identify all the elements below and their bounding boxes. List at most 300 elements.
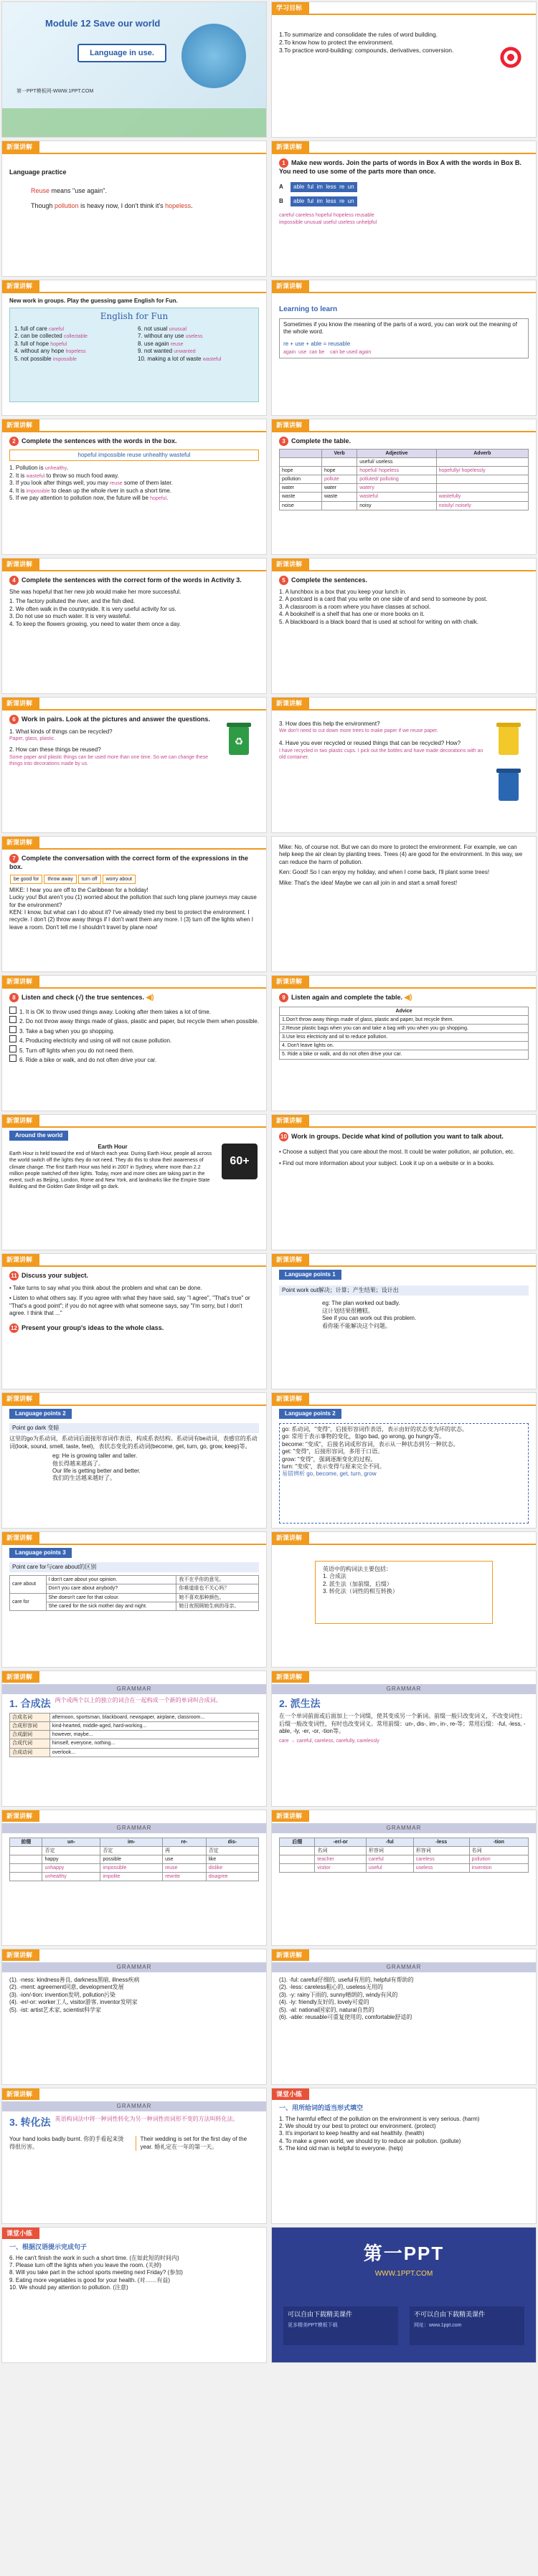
new-lesson-tag: 新课讲解 [272,1393,309,1405]
make-words-answers [279,212,529,225]
checkbox[interactable] [9,1045,16,1052]
tag-bar [272,153,536,154]
compound-head [9,1697,259,1710]
answer-word: reusable [354,213,374,219]
table-row: 合成动词 overlook... [10,1748,259,1757]
fun-item: 5. not possible impossible [14,355,77,362]
env-question: 4. Have you ever recycled or reused things that can be recycled? How? [279,740,461,747]
listen2-heading-text: Listen again and complete the table. [291,994,403,1001]
module-title: Module 12 Save our world [45,18,161,29]
fun-right-column [138,325,254,363]
new-lesson-tag: 新课讲解 [272,141,309,153]
suffix-note: (5). -ist: artist艺术家, scientist科学家 [9,2006,102,2013]
wg-heading [279,1132,529,1141]
fun-item: 8. use again reuse [138,340,184,347]
new-lesson-tag: 新课讲解 [272,1115,309,1126]
tag-bar [272,14,536,15]
answer-word: hopeless [333,213,354,219]
fun-item: 3. full of hope hopeful [14,340,67,347]
compound-desc: 两个或两个以上的独立的词合在一起构成一个新的单词叫合成词。 [55,1697,222,1703]
new-lesson-tag: 新课讲解 [2,837,39,848]
box-b-label: B [279,198,283,205]
lp2b-item: become: "变成"，后接名词或形容词，表示从一种状态到另一种状态。 [282,1440,459,1448]
answer-word: careless [295,213,315,219]
word-part: un [347,183,354,190]
discuss-heading [9,1271,259,1280]
cs2-item: 1. A lunchbox is a box that you keep your lunch in. [279,589,407,595]
exercise-item: 1. The harmful effect of the pollution on the environment is very serious. (harm) [279,2115,480,2122]
pic-question: 1. What kinds of things can be recycled? [9,728,113,735]
conv-line: Lucky you! But aren't you (1) worried about the pollution that such long plane journeys may cause for the environment? [9,894,257,908]
a4-item: 3. Do not use so much water. It is very wasteful. [9,613,131,620]
new-lesson-tag: 新课讲解 [2,1810,39,1822]
advice-table [279,1007,529,1060]
lp-word-reuse: Reuse [31,186,50,194]
activity4-slide [1,558,267,694]
step-number: 2 [9,437,19,446]
prefix-table-slide [1,1810,267,1946]
env-answer: I have recycled in two plastic cups. I pick out the bottles and have made decorations with an old container. [279,748,483,760]
exercise-item: 8. Will you take part in the school sports meeting next Friday? (参加) [9,2269,183,2276]
lp3-point: Point care for与care about的区别 [9,1562,259,1572]
table-row: She cared for the sick mother day and night. 她日夜照顾她生病的母亲。 [10,1602,259,1610]
listen-check-slide [1,975,267,1111]
suffix-notes-right-slide [271,1949,537,2085]
fun-item: 10. making a lot of waste wasteful [138,355,222,362]
word-part: able [293,198,305,205]
table-row: 5. Ride a bike or walk, and do not often drive your car. [280,1050,529,1059]
step-number: 8 [9,993,19,1002]
lp-line1 [31,187,259,196]
new-lesson-tag: 新课讲解 [2,1949,39,1961]
table-row: Don't you care about anybody? 你难道谁也不关心吗？ [10,1584,259,1593]
fun-columns [14,325,254,363]
fun-item: 6. not usual unusual [138,325,187,332]
fun-item: 7. without any use useless [138,333,203,340]
listen1-item: 2. Do not throw away things made of glass, plastic and paper, but recycle them when possible. [9,1016,259,1025]
grammar-bar: GRAMMAR [2,1962,266,1972]
objective-item: 3.To practice word-building: compounds, derivatives, conversion. [279,47,454,54]
wg-bullet: • Choose a subject that you care about the most. It could be water pollution, air pollution, etc. [279,1149,515,1155]
conversation2-slide [271,836,537,972]
tag-bar [2,1126,266,1128]
tag-bar [2,570,266,571]
table-row: noise noisy noisily/ noisely [280,501,529,510]
derivation-slide [271,1670,537,1807]
new-lesson-tag: 新课讲解 [272,1532,309,1544]
title-slide [1,1,267,138]
new-lesson-tag: 新课讲解 [2,1393,39,1405]
make-words-text: Make new words. Join the parts of words in Box A with the words in Box B. You need to use some of the parts more than once. [279,159,522,175]
conversion-desc: 英语构词法中将一种词性转化为另一种词性而词形不变的方法叫转化法。 [55,2116,239,2122]
checkbox[interactable] [9,1016,16,1023]
step-number: 4 [9,576,19,585]
lp1-example: See if you can work out this problem. [322,1315,417,1322]
step-number: 3 [279,437,288,446]
table-row: water water watery [280,484,529,493]
tag-bar [272,292,536,293]
step-number: 6 [9,715,19,724]
tag-bar [2,1405,266,1406]
exercise2-title: 一、根据汉语提示完成句子 [9,2243,88,2251]
earth-hour-60-logo: 60+ [222,1144,258,1179]
wf-item: 3. 转化法（词性的相互转换） [323,1588,398,1595]
word-part: ful [307,198,314,205]
listen2-heading [279,993,529,1002]
wg-bullet: • Find out more information about your subject. Look it up on a website or in a books. [279,1160,495,1167]
listen1-item: 5. Turn off lights when you do not need them. [9,1045,259,1055]
cs-word-box: hopeful impossible reuse unhealthy wasteful [9,450,259,461]
speaker-icon[interactable]: ◀) [404,994,412,1002]
lp1-example: 看你能不能解决这个问题。 [322,1322,391,1329]
pic-answer: Some paper and plastic things can be used more than one time. So we can change these things into decorations made by us. [9,754,209,766]
tag-bar [272,709,536,710]
tag-bar [2,848,266,850]
tag-bar [272,1405,536,1406]
listen-table-slide [271,975,537,1111]
lp2b-box [279,1423,529,1524]
pic-answer: Paper, glass, plastic. [9,736,56,742]
lp1-title: Language points 1 [279,1270,341,1280]
listen1-item: 3. Take a bag when you go shopping. [9,1026,259,1035]
answer-word: useful [323,219,337,225]
word-part: less [326,183,336,190]
checkbox[interactable] [9,1026,16,1033]
lp3-title: Language points 3 [9,1548,72,1558]
checkbox[interactable] [9,1055,16,1062]
grammar-bar: GRAMMAR [272,1684,536,1694]
present-heading-text: Present your group's ideas to the whole class. [22,1323,164,1331]
suffix-note: (1). -ness: kindness善良, darkness黑暗, illness疾病 [9,1977,140,1983]
exercise-item: 2. We should try our best to protect our environment. (protect) [279,2123,436,2130]
discuss-slide [1,1253,267,1389]
a4-item: 4. To keep the flowers growing, you need to water them once a day. [9,620,181,627]
conv-heading [9,854,259,872]
ad-right-sub: 网址：www.1ppt.com [414,2322,462,2328]
fun-item: 1. full of care careful [14,325,65,332]
table-row: happy possible use like [10,1855,259,1864]
word-part: un [347,198,354,205]
conversion-example: Their wedding is set for the first day of the year. 婚礼定在一年的第一天。 [136,2136,260,2151]
word-part: re [339,198,345,205]
practice-tag: 课堂小练 [2,2228,39,2239]
new-lesson-tag: 新课讲解 [272,280,309,292]
fun-left-column [14,325,131,363]
grammar-bar: GRAMMAR [272,1823,536,1833]
new-lesson-tag: 新课讲解 [272,1810,309,1822]
new-lesson-tag: 新课讲解 [272,1254,309,1265]
cs2-item: 4. A bookshelf is a shelf that has one or more books on it. [279,611,425,618]
tag-bar [272,987,536,989]
suffix-table [279,1838,529,1873]
tag-bar [272,1265,536,1267]
grammar-bar: GRAMMAR [272,1962,536,1972]
tag-bar [2,1265,266,1267]
complete-table-slide [271,419,537,555]
ad-left-sub: 更多精美PPT模板下载 [288,2322,338,2328]
answer-word: impossible [279,219,303,225]
wf-item: 2. 派生法（加前缀、后缀） [323,1580,392,1587]
tag-bar [272,431,536,432]
make-words-heading [279,158,529,176]
grass-decoration [2,108,267,137]
lp2a-example: eg: He is growing taller and taller. [52,1453,138,1460]
conv-heading-text: Complete the conversation with the correct form of the expressions in the box. [9,855,249,870]
exercise-item: 3. It's important to keep healthy and eat healthily. (health) [279,2130,425,2137]
brand-url[interactable]: WWW.1PPT.COM [374,2270,433,2278]
recycle-symbol-icon: ♻ [234,736,244,747]
new-lesson-tag: 新课讲解 [272,1671,309,1683]
table-header-row: Advice [280,1007,529,1016]
cs-item: 5. If we pay attention to pollution now, the future will be hopeful. [9,494,169,501]
a4-item: 1. The factory polluted the river, and the fish died. [9,598,136,605]
cs-item: 3. If you look after things well, you may reuse some of them later. [9,480,173,487]
objective-item: 2.To know how to protect the environment. [279,39,394,47]
answer-word: useless [338,219,355,225]
new-lesson-tag: 新课讲解 [2,2088,39,2100]
lp1-slide [271,1253,537,1389]
new-lesson-tag: 新课讲解 [2,1115,39,1126]
table-row: unhappy impossible reuse dislike [10,1864,259,1873]
english-for-fun-slide [1,280,267,416]
cs2-item: 5. A blackboard is a black board that is used at school for writing on with chalk. [279,618,478,625]
exercise-item: 4. To make a green world, we should try to reduce air pollution. (pollute) [279,2137,461,2144]
suffix-note: (5). -al: national国家的, natural自然的 [279,2006,374,2013]
table-row: 3.Use less electricity and oil to reduce pollution. [280,1033,529,1042]
tag-bar [2,431,266,432]
env-answer: We don't need to cut down more trees to make paper if we reuse paper. [279,728,438,734]
new-lesson-tag: 新课讲解 [2,559,39,570]
tag-bar [272,1126,536,1128]
exercise2-slide [1,2227,267,2363]
cs-item: 4. It is impossible to clean up the whole river in such a short time. [9,487,172,494]
lp-line1-text: means "use again". [51,186,107,194]
cs2-heading-text: Complete the sentences. [291,576,368,584]
tag-bar [2,709,266,710]
discuss-bullet: • Listen to what others say. If you agree with what they have said, say "I agree", "That's true" or "That's a good point"; if you do not agree with what someone says, say "I'm sorry, but I don't agree. I think that ..." [9,1295,250,1317]
ltl-meaning: again use can be can be used again [283,350,372,356]
ad-right-box [410,2306,524,2345]
lp-line2-b: is heavy now, I don't think it's [80,202,164,210]
new-lesson-tag: 新课讲解 [2,1532,39,1544]
box-a-parts [291,182,357,192]
lp-line2-a: Though [31,202,53,210]
pic-heading [9,715,216,724]
wf-box [315,1561,493,1624]
box-a-label: A [279,183,283,190]
discuss-bullet: • Take turns to say what you think about the problem and what can be done. [9,1285,202,1291]
suffix-note: (3). -y: rainy下雨的, sunny晴朗的, windy有风的 [279,1991,398,1998]
listen1-item: 4. Producing electricity and using oil will not cause pollution. [9,1035,259,1045]
lp2a-text: 这里的go为系动词，系动词后面接形容词作表语，构成系表结构。系动词有be动词，表感官的系动词(look, sound, smell, taste, feel)，表状态变化的系动词(become, get, turn, go, grow, keep)等。 [9,1435,258,1450]
lp2b-intro: go: 系动词，"变得"，后接形容词作表语，表示由好的状态变为坏的状态。 [282,1426,468,1432]
lp2a-example: 他长得越来越高了。 [52,1460,104,1467]
suffix-note: (4). -er/-or: worker工人, visitor游客, inventor发明家 [9,1999,138,2006]
new-lesson-tag: 新课讲解 [272,698,309,709]
suffix-note: (6). -able: reusable可重复使用的, comfortable舒适的 [279,2013,412,2020]
grammar-bar: GRAMMAR [2,1684,266,1694]
tag-bar [272,1544,536,1545]
ltl-title: Learning to learn [279,305,338,313]
cs-heading [9,437,259,446]
objectives-slide [271,1,537,138]
new-lesson-tag: 新课讲解 [2,976,39,987]
conv-expression-box: be good for throw away turn off worry about [9,874,259,885]
work-groups-slide [271,1114,537,1250]
listen1-item: 6. Ride a bike or walk, and do not often drive your car. [9,1055,259,1064]
checkbox[interactable] [9,1007,16,1014]
lp-line2-end: . [191,202,193,210]
ad-left-box [283,2306,398,2345]
cs-item: 1. Pollution is unhealthy. [9,465,69,472]
table-row: 合成形容词 kind-hearted, middle-aged, hard-working... [10,1722,259,1731]
lp-word-hopeless: hopeless [165,202,192,210]
new-lesson-tag: 新课讲解 [2,419,39,431]
globe-icon [181,24,246,88]
step-number: 5 [279,576,288,585]
care-table [9,1575,259,1610]
lp2b-title: Language points 2 [279,1409,341,1419]
prefix-table [9,1838,259,1881]
practice-tag: 课堂小练 [272,2088,309,2100]
cs2-item: 3. A classroom is a room where you have classes at school. [279,603,431,610]
compound-table [9,1713,259,1757]
listen1-heading-text: Listen and check (√) the true sentences. [22,994,144,1001]
word-part: re [339,183,345,190]
word-part: im [316,183,323,190]
tag-bar [2,153,266,154]
pictures-slide [1,697,267,833]
make-words-slide [271,141,537,277]
discuss-heading-text: Discuss your subject. [22,1272,89,1279]
new-lesson-tag: 新课讲解 [2,280,39,292]
table-row: 1.Don't throw away things made of glass, plastic and paper, but recycle them. [280,1016,529,1025]
word-table [279,449,529,510]
footer-ad-slide [271,2227,537,2363]
table-row: 2.Reuse plastic bags when you can and take a bag with you when you go shopping. [280,1025,529,1033]
wf-item: 英语中的构词法主要包括： [323,1566,392,1572]
fun-board [9,308,259,402]
lp1-example: 这计划结果很糟糕。 [322,1307,374,1314]
box-b-parts [291,196,357,206]
step-number: 10 [279,1132,288,1141]
conversion-title: 3. 转化法 [9,2116,51,2128]
cs-item: 2. It is wasteful to throw so much food away. [9,472,119,479]
compound-title: 1. 合成法 [9,1698,51,1709]
new-lesson-tag: 新课讲解 [2,1254,39,1265]
grammar-bar: GRAMMAR [2,1823,266,1833]
lp-line2 [31,202,259,211]
step-number: 7 [9,854,19,863]
lp2a-example: 我们的生活越来越好了。 [52,1475,115,1482]
conv-line: Mike: No, of course not. But we can do more to protect the environment. For example, we can help keep the air clean by planting trees. Trees (4) are good for the environment. In this way, we can reduce the harm of pollution. [279,844,523,865]
complete-sentences-slide [1,419,267,555]
step-number: 11 [9,1271,19,1280]
new-lesson-tag: 新课讲解 [272,559,309,570]
conversion-slide [1,2088,267,2224]
step-number: 12 [9,1323,19,1333]
grammar-bar: GRAMMAR [2,2101,266,2111]
word-part: able [293,183,305,190]
word-part: im [316,198,323,205]
target-icon [499,45,523,70]
exercise-item: 5. The kind old man is helpful to everyone. (help) [279,2145,403,2152]
step-number: 1 [279,158,288,168]
suffix-note: (2). -less: careless粗心的, useless无用的 [279,1984,383,1991]
cs2-heading [279,576,529,585]
conversation-slide [1,836,267,972]
table-row: pollution pollute polluted/ polluting [280,475,529,484]
lp2b-item: turn: "变成"，表示变得与原来完全不同。 [282,1463,385,1470]
fun-item: 2. can be collected collectable [14,333,88,340]
lp2a-slide [1,1392,267,1529]
wf-item: 1. 合成法 [323,1573,346,1580]
conv-line: KEN: I know, but what can I do about it? I've already tried my best to protect the environment. I recycle. I don't (2) throw away things if I don't want them any more. I (3) turn off the lights when I leave a room. Don't tell me I shouldn't travel by plane now! [9,908,253,931]
fun-title: English for Fun [100,311,169,322]
environment-questions-slide [271,697,537,833]
suffix-note: (4). -ly: friendly友好的, lovely可爱的 [279,1999,369,2006]
exercise-item: 7. Please turn off the lights when you leave the room. (关掉) [9,2262,161,2269]
conversion-head [9,2116,259,2129]
exercise-item: 9. Eating more vegetables is good for your health. (对……有益) [9,2276,171,2283]
table-row: unhealthy impolite rewrite disagree [10,1873,259,1881]
exercise1-slide [271,2088,537,2224]
new-lesson-tag: 新课讲解 [2,141,39,153]
lp2a-example: Our life is getting better and better. [52,1467,141,1474]
title-footer: 第一PPT模板网-WWW.1PPT.COM [16,89,94,94]
learning-to-learn-slide [271,280,537,416]
lp2b-item: go: 常用于表示事物的变化，如go bad, go wrong, go hungry等。 [282,1433,445,1440]
ad-left-text: 可以自由下载精美课件 [288,2311,353,2318]
present-heading [9,1323,259,1333]
lp2b-tail: 易错辨析 go, become, get, turn, grow [282,1470,377,1478]
recycle-bin-icon [229,726,249,755]
table-row: 合成名词 afternoon, sportsman, blackboard, newspaper, airplane, classroom... [10,1714,259,1722]
fun-intro: New work in groups. Play the guessing game English for Fun. [9,298,178,304]
title-banner: Language in use. [77,44,166,62]
lp2b-slide [271,1392,537,1529]
tag-bar [2,292,266,293]
listen1-heading [9,993,259,1002]
a4-item: 2. We often walk in the countryside. It is very useful activity for us. [9,605,176,612]
speaker-icon[interactable]: ◀) [146,994,154,1002]
lp1-example: eg: The plan worked out badly. [322,1300,400,1307]
conv-line: MIKE: I hear you are off to the Caribbean for a holiday! [9,886,148,893]
conversion-example: Your hand looks badly burnt. 你的手看起来烫得很厉害。 [9,2136,124,2150]
wg-heading-text: Work in groups. Decide what kind of pollution you want to talk about. [291,1133,504,1140]
checkbox[interactable] [9,1035,16,1042]
table-header-row: 前缀 un- im- re- dis- [10,1838,259,1847]
lp2a-title: Language points 2 [9,1409,72,1419]
earth-hour-title: Earth Hour [98,1144,128,1150]
objectives-list [279,31,486,133]
word-formation-intro-slide [271,1531,537,1668]
table-row: care for She doesn't care for that colour. 她不喜欢那种颜色。 [10,1593,259,1602]
answer-word: unusual [304,219,322,225]
pic-question: 2. How can these things be reused? [9,746,101,754]
ct-heading [279,437,529,446]
table-row: care about I don't care about your opinion. 我不在乎你的意见。 [10,1576,259,1584]
lp-word-pollution: pollution [55,202,79,210]
table-row: useful/ useless [280,458,529,467]
lp3-slide [1,1531,267,1668]
answer-word: careful [279,213,295,219]
new-lesson-tag: 新课讲解 [272,976,309,987]
ltl-text: Sometimes if you know the meaning of the parts of a word, you can work out the meaning of the whole word. [283,321,517,336]
earth-hour-text: Earth Hour is held toward the end of March each year. During Earth Hour, people all across the world switch off the lights they do not need. They do this to show their awareness of climate change. The first Earth Hour was held in 2007 in Sydney, where more than 2.2 million people switched off their lights. Today, more and more cities are taking part in the event, such as Beijing, London, Rome and New York, and landmarks like the Empire State Building and the Golden Gate Bridge will go dark. [9,1151,212,1189]
tag-bar [272,570,536,571]
exercise1-title: 一、用所给词的适当形式填空 [279,2104,364,2111]
